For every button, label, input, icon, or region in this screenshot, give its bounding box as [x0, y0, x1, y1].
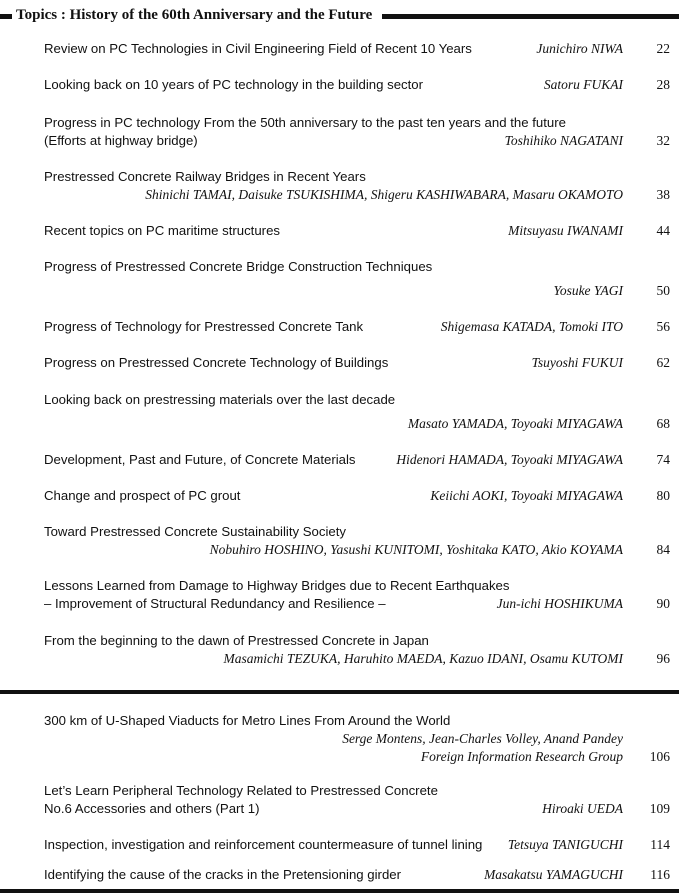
- toc-entry[interactable]: [44, 168, 670, 204]
- entry-page: 44: [656, 223, 670, 238]
- toc-entry[interactable]: [44, 318, 670, 336]
- entry-page: 96: [656, 651, 670, 666]
- entry-authors: Masamichi TEZUKA, Haruhito MAEDA, Kazuo IDANI, Osamu KUTOMI: [223, 651, 623, 666]
- entry-title: Change and prospect of PC grout: [44, 488, 241, 503]
- entry-title: Looking back on 10 years of PC technology in the building sector: [44, 77, 424, 92]
- entry-authors: Mitsuyasu IWANAMI: [508, 223, 623, 238]
- entry-title: Progress on Prestressed Concrete Technology of Buildings: [44, 355, 389, 370]
- toc-entry[interactable]: [44, 632, 670, 668]
- toc-entry[interactable]: [44, 76, 670, 94]
- toc-entry[interactable]: [44, 836, 670, 854]
- entry-page: 109: [649, 801, 670, 816]
- entry-authors: Keiichi AOKI, Toyoaki MIYAGAWA: [430, 488, 623, 503]
- toc-entry[interactable]: [44, 712, 670, 766]
- entry-title: Progress of Prestressed Concrete Bridge Construction Techniques: [44, 259, 433, 274]
- entry-page: 106: [649, 749, 670, 764]
- entry-title: Identifying the cause of the cracks in the Pretensioning girder: [44, 867, 402, 882]
- header-trail-rule: [382, 14, 679, 19]
- entry-authors: Jun-ichi HOSHIKUMA: [496, 596, 623, 611]
- entry-title: Development, Past and Future, of Concrete Materials: [44, 452, 356, 467]
- entry-authors: Shigemasa KATADA, Tomoki ITO: [440, 319, 623, 334]
- entry-authors: Toshihiko NAGATANI: [504, 133, 623, 148]
- entry-page: 50: [656, 283, 670, 298]
- section-divider: [0, 690, 679, 694]
- entry-page: 32: [656, 133, 670, 148]
- entry-title: Lessons Learned from Damage to Highway Bridges due to Recent Earthquakes: [44, 578, 510, 593]
- entry-authors: Nobuhiro HOSHINO, Yasushi KUNITOMI, Yoshitaka KATO, Akio KOYAMA: [209, 542, 623, 557]
- entry-page: 62: [656, 355, 670, 370]
- toc-entry[interactable]: [44, 577, 670, 613]
- entry-page: 84: [656, 542, 670, 557]
- toc-entry[interactable]: [44, 258, 670, 300]
- entry-title: Prestressed Concrete Railway Bridges in Recent Years: [44, 169, 366, 184]
- toc-entry[interactable]: [44, 523, 670, 559]
- toc-entry[interactable]: [44, 40, 670, 58]
- toc-entry[interactable]: [44, 114, 670, 150]
- bottom-divider: [0, 889, 679, 893]
- entry-authors: Satoru FUKAI: [543, 77, 623, 92]
- entry-page: 68: [656, 416, 670, 431]
- entry-title-line2: – Improvement of Structural Redundancy and Resilience –: [44, 596, 386, 611]
- entry-title: Progress in PC technology From the 50th anniversary to the past ten years and the future: [44, 115, 566, 130]
- section-header: [0, 6, 679, 26]
- entry-page: 114: [650, 837, 670, 852]
- entry-title-line2: No.6 Accessories and others (Part 1): [44, 801, 260, 816]
- entry-page: 56: [656, 319, 670, 334]
- entry-title: Inspection, investigation and reinforcement countermeasure of tunnel lining: [44, 837, 483, 852]
- entry-page: 38: [656, 187, 670, 202]
- entry-title: Progress of Technology for Prestressed Concrete Tank: [44, 319, 364, 334]
- entry-authors: Tsuyoshi FUKUI: [531, 355, 623, 370]
- entry-title: Toward Prestressed Concrete Sustainability Society: [44, 524, 346, 539]
- entry-title: Let’s Learn Peripheral Technology Related to Prestressed Concrete: [44, 783, 438, 798]
- toc-entry[interactable]: [44, 222, 670, 240]
- entry-authors: Hiroaki UEDA: [542, 801, 623, 816]
- entry-page: 116: [650, 867, 670, 882]
- entry-authors: Serge Montens, Jean-Charles Volley, Anand Pandey: [342, 731, 623, 746]
- entry-page: 28: [656, 77, 670, 92]
- entry-authors-line2: Foreign Information Research Group: [420, 749, 623, 764]
- entry-page: 90: [656, 596, 670, 611]
- entry-authors: Yosuke YAGI: [553, 283, 623, 298]
- entry-page: 80: [656, 488, 670, 503]
- entry-page: 74: [656, 452, 670, 467]
- entry-authors: Shinichi TAMAI, Daisuke TSUKISHIMA, Shigeru KASHIWABARA, Masaru OKAMOTO: [145, 187, 623, 202]
- entry-authors: Masato YAMADA, Toyoaki MIYAGAWA: [407, 416, 623, 431]
- header-lead-rule: [0, 14, 12, 19]
- entry-title: From the beginning to the dawn of Prestressed Concrete in Japan: [44, 633, 429, 648]
- entry-title-line2: (Efforts at highway bridge): [44, 133, 198, 148]
- toc-entry[interactable]: [44, 354, 670, 372]
- entry-title: Recent topics on PC maritime structures: [44, 223, 280, 238]
- entry-page: 22: [656, 41, 670, 56]
- entry-title: 300 km of U-Shaped Viaducts for Metro Lines From Around the World: [44, 713, 451, 728]
- entry-authors: Hidenori HAMADA, Toyoaki MIYAGAWA: [396, 452, 623, 467]
- entry-authors: Masakatsu YAMAGUCHI: [484, 867, 623, 882]
- toc-entry[interactable]: [44, 782, 670, 818]
- section-title: Topics : History of the 60th Anniversary and the Future: [16, 7, 373, 23]
- entry-authors: Tetsuya TANIGUCHI: [507, 837, 623, 852]
- toc-entry[interactable]: [44, 866, 670, 884]
- toc-entry[interactable]: [44, 487, 670, 505]
- toc-entry[interactable]: [44, 391, 670, 433]
- entry-title: Review on PC Technologies in Civil Engineering Field of Recent 10 Years: [44, 41, 472, 56]
- entry-title: Looking back on prestressing materials over the last decade: [44, 392, 396, 407]
- toc-entry[interactable]: [44, 451, 670, 469]
- entry-authors: Junichiro NIWA: [536, 41, 623, 56]
